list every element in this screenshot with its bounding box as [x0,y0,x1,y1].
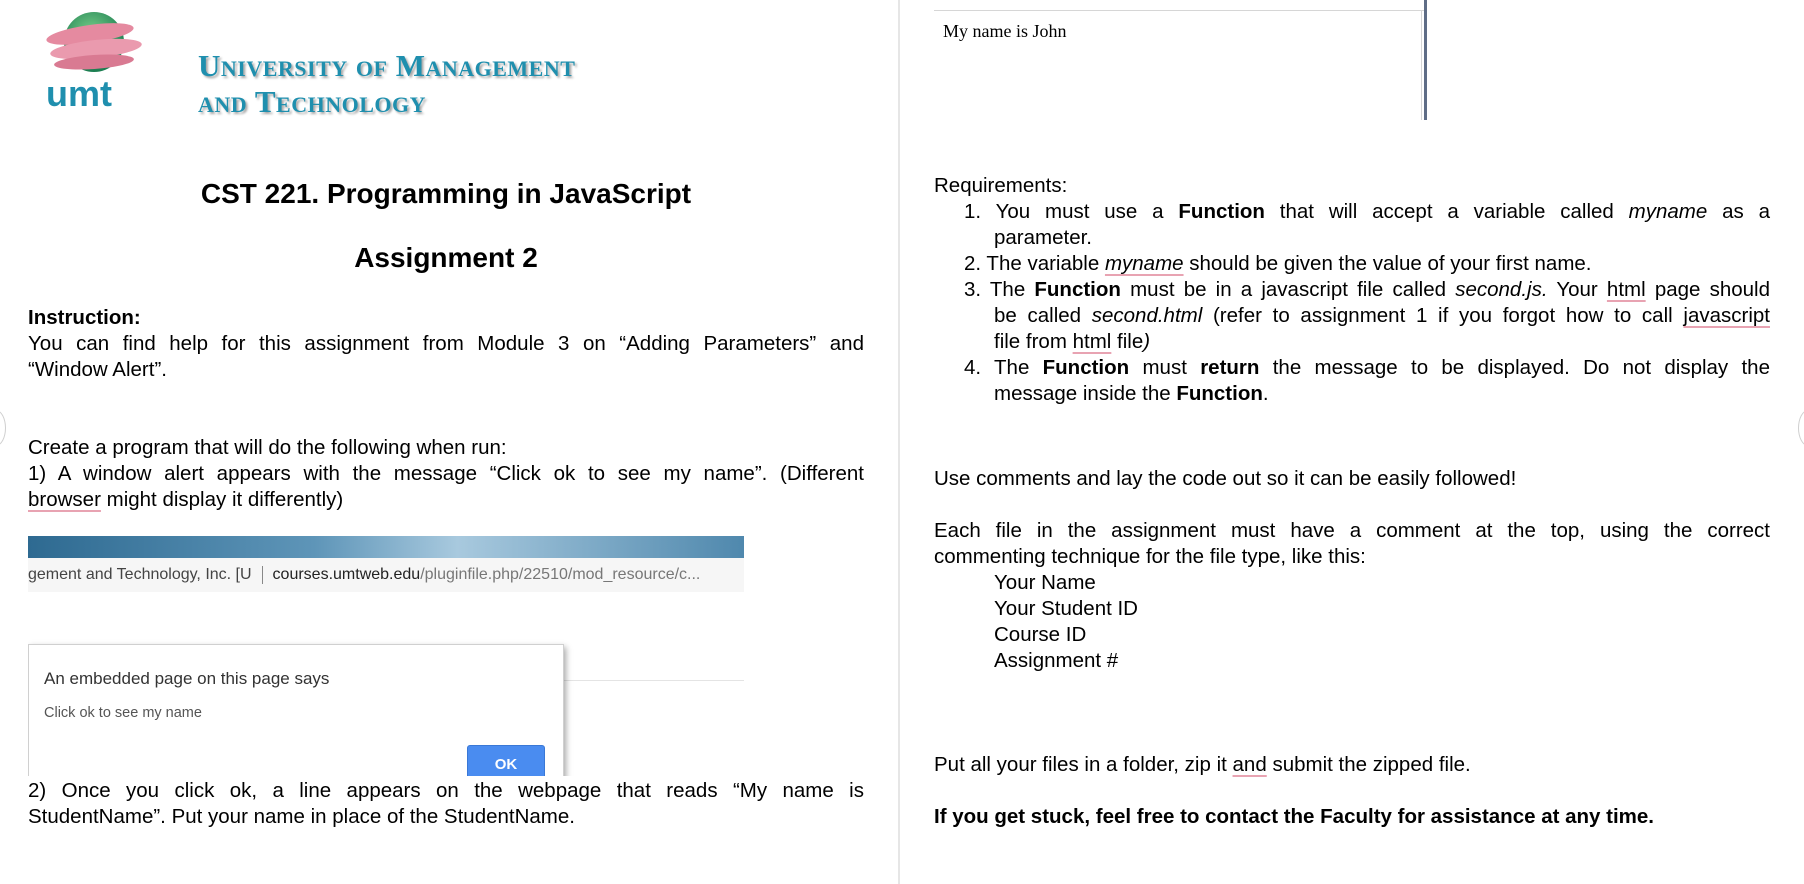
document-page-left [0,0,898,884]
requirements-heading: Requirements: [934,174,1068,197]
requirement-1-line-2: parameter. [994,226,1092,249]
dialog-title: An embedded page on this page says [44,669,330,688]
header-item: Course ID [994,623,1087,646]
scroll-handle-left[interactable] [0,410,6,446]
submit-instruction: Put all your files in a folder, zip it and submit the zipped file. [934,753,1471,776]
course-title: CST 221. Programming in JavaScript [200,178,692,209]
preview-border [1424,0,1427,120]
requirement-2: 2. The variable myname should be given the value of your first name. [964,252,1592,275]
instruction-heading: Instruction: [28,306,141,329]
file-header-line-1: Each file in the assignment must have a comment at the top, using the correct [934,519,1770,542]
dialog-message: Click ok to see my name [44,705,202,721]
step2-line-1: 2) Once you click ok, a line appears on the webpage that reads “My name is [28,779,864,802]
alert-dialog [28,644,564,776]
requirement-1-line-1: 1. You must use a Function that will accept a variable called myname as a [964,200,1770,223]
instruction-line-1: You can find help for this assignment from Module 3 on “Adding Parameters” and [28,332,864,355]
requirement-4-line-2: message inside the Function. [994,382,1269,405]
document-page-right [900,0,1804,884]
university-logo [38,4,598,119]
step1-line-1: 1) A window alert appears with the message “Click ok to see my name”. (Different [28,462,864,485]
requirement-3-line-2: be called second.html (refer to assignment 1 if you forgot how to call javascript [994,304,1770,327]
file-header-line-2: commenting technique for the file type, like this: [934,545,1366,568]
ok-button[interactable]: OK [467,745,545,776]
browser-page [28,592,744,776]
svg-text:umt: umt [46,73,112,114]
assignment-title: Assignment 2 [354,242,538,273]
browser-address-bar: gement and Technology, Inc. [U courses.umtweb.edu/pluginfile.php/22510/mod_resource/c... [28,558,744,593]
requirement-4-line-1: 4. The Function must return the message to be displayed. Do not display the [964,356,1770,379]
browser-titlebar [28,536,744,558]
instruction-line-2: “Window Alert”. [28,358,167,381]
help-line: If you get stuck, feel free to contact the Faculty for assistance at any time. [934,805,1654,828]
header-item: Your Name [994,571,1096,594]
university-name: University of Management and Technology [198,48,576,119]
program-intro: Create a program that will do the following when run: [28,436,507,459]
header-item: Assignment # [994,649,1119,672]
scroll-handle-right[interactable] [1798,410,1804,446]
output-preview [934,10,1424,121]
requirement-3-line-3: file from html file) [994,330,1151,353]
header-item: Your Student ID [994,597,1138,620]
step2-line-2: StudentName”. Put your name in place of the StudentName. [28,805,575,828]
umt-globe-icon [38,4,178,114]
comments-note: Use comments and lay the code out so it can be easily followed! [934,467,1517,490]
requirement-3-line-1: 3. The Function must be in a javascript file called second.js. Your html page should [964,278,1771,301]
step1-line-2: browser might display it differently) [28,488,344,511]
alert-screenshot [28,536,744,776]
output-text: My name is John [943,21,1067,41]
